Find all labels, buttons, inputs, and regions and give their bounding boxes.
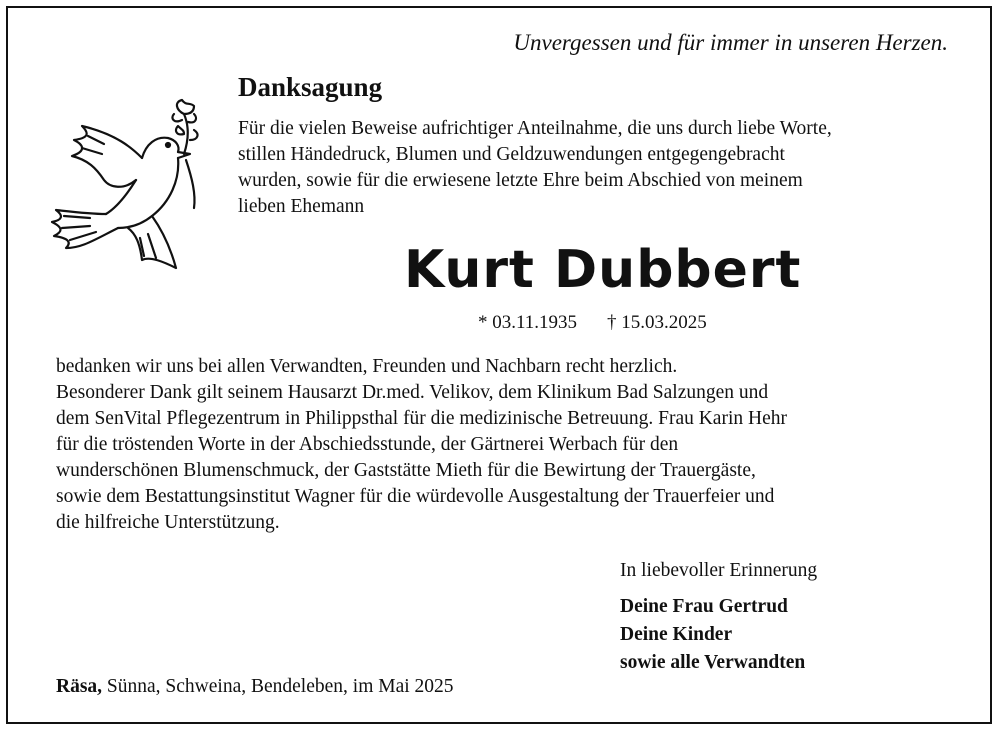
- life-dates: [478, 312, 707, 334]
- body-line: für die tröstenden Worte in der Abschiedsstunde, der Gärtnerei Werbach für den: [56, 433, 679, 455]
- body-line: sowie dem Bestattungsinstitut Wagner für die würdevolle Ausgestaltung der Trauerfeier und: [56, 485, 775, 507]
- intro-line: stillen Händedruck, Blumen und Geldzuwendungen entgegengebracht: [238, 143, 785, 165]
- intro-paragraph: [238, 116, 958, 220]
- birth-date: * 03.11.1935: [478, 312, 578, 333]
- intro-line: Für die vielen Beweise aufrichtiger Anteilnahme, die uns durch liebe Worte,: [238, 118, 832, 139]
- place-rest: Sünna, Schweina, Bendeleben, im Mai 2025: [102, 676, 454, 697]
- body-line: dem SenVital Pflegezentrum in Philippsthal für die medizinische Betreuung. Frau Karin Hehr: [56, 407, 787, 429]
- signature-line: Deine Frau Gertrud: [620, 596, 788, 617]
- body-line: Besonderer Dank gilt seinem Hausarzt Dr.med. Velikov, dem Klinikum Bad Salzungen und: [56, 381, 769, 403]
- deceased-name: Kurt Dubbert: [404, 240, 802, 300]
- place-bold: Räsa,: [56, 676, 103, 697]
- signature-line: sowie alle Verwandten: [620, 652, 806, 673]
- signature-line: Deine Kinder: [620, 624, 733, 645]
- death-date: † 15.03.2025: [607, 312, 707, 333]
- body-line: wunderschönen Blumenschmuck, der Gaststätte Mieth für die Bewirtung der Trauergäste,: [56, 459, 756, 481]
- notice-title: Danksagung: [238, 72, 383, 102]
- body-line: die hilfreiche Unterstützung.: [56, 511, 280, 533]
- dove-with-flower-icon: [44, 98, 214, 276]
- thanks-paragraph: [56, 354, 956, 535]
- body-line: bedanken wir uns bei allen Verwandten, Freunden und Nachbarn recht herzlich.: [56, 356, 678, 377]
- intro-line: wurden, sowie für die erwiesene letzte Ehre beim Abschied von meinem: [238, 169, 803, 191]
- signature-intro: In liebevoller Erinnerung: [620, 560, 818, 581]
- signature-block: [620, 557, 817, 677]
- place-and-date: [56, 676, 454, 698]
- motto: Unvergessen und für immer in unseren Herzen.: [513, 30, 948, 55]
- intro-line: lieben Ehemann: [238, 195, 365, 217]
